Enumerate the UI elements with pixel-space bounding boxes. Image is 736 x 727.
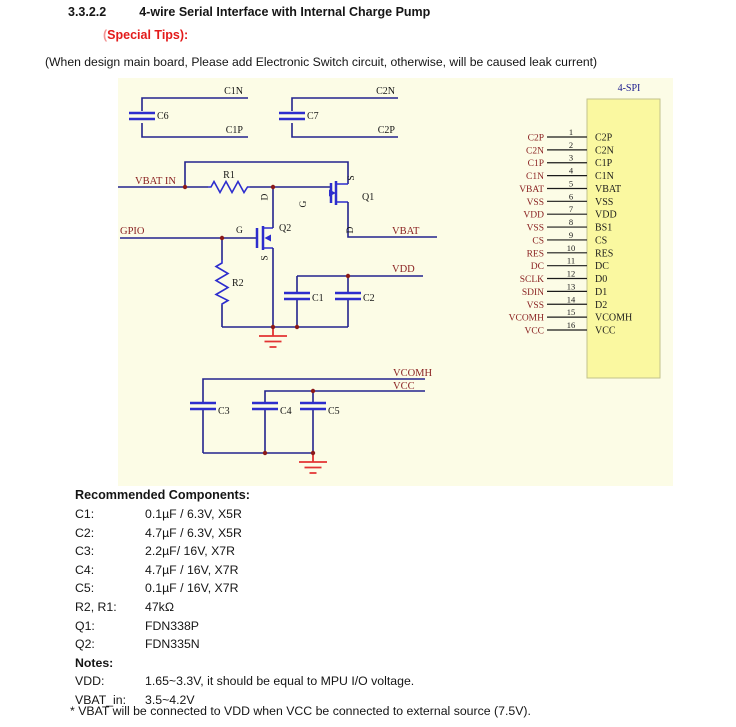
part-label-q2: Q2 xyxy=(279,223,292,234)
q1-gate-label: G xyxy=(299,200,309,208)
pin-number: 8 xyxy=(568,217,574,228)
part-label-r1: R1 xyxy=(223,170,235,181)
pin-right-label: C1N xyxy=(595,171,614,183)
note-value: 1.65~3.3V, it should be equal to MPU I/O voltage. xyxy=(145,674,415,689)
pin-right-label: D2 xyxy=(595,299,608,311)
pin-left-label: CS xyxy=(532,236,544,247)
pin-left-label: VCC xyxy=(524,326,544,337)
component-value: FDN335N xyxy=(145,637,200,652)
pin-left-label: RES xyxy=(526,249,544,260)
q2-drain-label: D xyxy=(260,193,271,201)
pin-right-label: VCOMH xyxy=(595,312,633,324)
notes-heading: Notes: xyxy=(75,655,114,670)
component-value: 0.1µF / 16V, X7R xyxy=(145,581,239,596)
gpio-switch-group xyxy=(120,187,291,327)
note-label: VBAT_in: xyxy=(75,692,127,707)
note-value: 3.5~4.2V xyxy=(145,692,195,707)
pin-right-label: VSS xyxy=(595,196,614,208)
schematic-svg xyxy=(118,78,673,486)
component-value: 2.2µF/ 16V, X7R xyxy=(145,544,236,559)
component-value: 47kΩ xyxy=(145,599,175,614)
net-label-vcomh: VCOMH xyxy=(393,368,433,379)
pin-right-label: D0 xyxy=(595,274,608,286)
vbat-footnote: * VBAT will be connected to VDD when VCC be connected to external source (7.5V). xyxy=(70,704,531,718)
charge-pump-schematic xyxy=(118,78,673,486)
component-value: 4.7µF / 16V, X7R xyxy=(145,562,239,577)
pin-left-label: VSS xyxy=(526,300,544,311)
component-value: 4.7µF / 6.3V, X5R xyxy=(145,525,242,540)
pin-right-label: D1 xyxy=(595,286,608,298)
net-label-c2n: C2N xyxy=(376,86,395,97)
component-row xyxy=(75,524,414,543)
component-row xyxy=(75,561,414,580)
pin-right-label: CS xyxy=(595,235,608,247)
pin-left-label: C2N xyxy=(526,146,544,157)
section-heading xyxy=(68,5,430,19)
component-ref: C1: xyxy=(75,507,95,521)
pin-number: 7 xyxy=(568,204,574,215)
pin-number: 13 xyxy=(566,281,576,292)
component-row xyxy=(75,505,414,524)
q2-source-label: S xyxy=(260,255,271,261)
note-label: VDD: xyxy=(75,674,105,689)
pin-left-label: SDIN xyxy=(521,287,544,298)
pin-number: 5 xyxy=(568,178,574,189)
component-ref: R2, R1: xyxy=(75,599,117,614)
component-row xyxy=(75,579,414,598)
component-row xyxy=(75,542,414,561)
pin-right-label: C1P xyxy=(595,158,613,170)
special-tips-paren: ( xyxy=(103,28,108,42)
component-ref: Q2: xyxy=(75,637,95,652)
pin-right-label: VDD xyxy=(595,209,617,221)
pin-number: 15 xyxy=(566,307,576,318)
pin-number: 10 xyxy=(566,242,576,253)
pin-right-label: VCC xyxy=(595,325,616,337)
pin-number: 6 xyxy=(568,191,574,202)
part-label-c7: C7 xyxy=(307,111,319,122)
vcomh-vcc-group xyxy=(190,368,433,473)
recommended-components xyxy=(75,486,414,710)
net-label-c1p: C1P xyxy=(225,125,243,136)
pin-right-label: C2N xyxy=(595,145,614,157)
net-label-vcc: VCC xyxy=(393,381,415,392)
pin-left-label: C1N xyxy=(526,172,544,183)
vdd-decoupling-group xyxy=(222,264,423,347)
part-label-c4: C4 xyxy=(280,406,292,417)
components-heading: Recommended Components: xyxy=(75,488,250,502)
q2-gate-label: G xyxy=(236,226,243,236)
component-ref: C2: xyxy=(75,525,95,540)
pin-number: 2 xyxy=(568,139,574,150)
pin-right-label: C2P xyxy=(595,132,613,144)
pin-number: 16 xyxy=(566,320,576,331)
component-value: 0.1µF / 6.3V, X5R xyxy=(145,507,242,521)
ground-symbol xyxy=(259,327,287,347)
part-label-r2: R2 xyxy=(232,278,244,289)
component-ref: Q1: xyxy=(75,618,95,633)
pin-right-label: VBAT xyxy=(595,183,622,195)
pin-left-label: VBAT xyxy=(519,184,544,195)
net-label-gpio: GPIO xyxy=(120,226,145,237)
part-label-c1: C1 xyxy=(312,293,324,304)
pin-number: 12 xyxy=(566,268,576,279)
component-row xyxy=(75,635,414,654)
component-ref: C5: xyxy=(75,581,95,596)
pin-right-label: RES xyxy=(595,248,614,260)
special-tips-text: Special Tips): xyxy=(107,28,189,42)
component-row xyxy=(75,598,414,617)
pin-number: 9 xyxy=(568,229,574,240)
net-label-c2p: C2P xyxy=(377,125,395,136)
special-tips xyxy=(103,28,188,42)
pin-left-label: VDD xyxy=(523,210,544,221)
pin-left-label: VSS xyxy=(526,223,544,234)
net-label-vdd: VDD xyxy=(392,264,415,275)
component-ref: C4: xyxy=(75,562,95,577)
pin-left-label: C2P xyxy=(527,133,544,144)
q1-source-label: S xyxy=(347,175,357,181)
pin-left-label: VCOMH xyxy=(508,313,544,324)
net-label-vbat: VBAT xyxy=(392,226,420,237)
component-row xyxy=(75,617,414,636)
component-ref: C3: xyxy=(75,544,95,559)
note-row xyxy=(75,672,414,691)
pin-number: 1 xyxy=(568,127,574,137)
section-number: 3.3.2.2 xyxy=(68,5,107,19)
pin-number: 3 xyxy=(568,152,574,163)
pin-left-label: C1P xyxy=(527,159,544,170)
part-label-c2: C2 xyxy=(363,293,375,304)
cap-c6-group xyxy=(129,86,248,137)
part-label-q1: Q1 xyxy=(362,192,375,203)
part-label-c6: C6 xyxy=(157,111,169,122)
pin-right-label: BS1 xyxy=(595,222,613,234)
pin-right-label: DC xyxy=(595,261,609,273)
pin-number: 4 xyxy=(568,165,574,176)
part-label-c3: C3 xyxy=(218,406,230,417)
connector-title: 4-SPI xyxy=(617,83,641,94)
vbat-switch-group xyxy=(118,162,437,237)
cap-c7-group xyxy=(279,86,398,137)
part-label-c5: C5 xyxy=(328,406,340,417)
pin-left-label: DC xyxy=(530,262,544,273)
section-title: 4-wire Serial Interface with Internal Charge Pump xyxy=(139,5,431,19)
net-label-c1n: C1N xyxy=(224,86,243,97)
component-value: FDN338P xyxy=(145,618,199,633)
pin-number: 11 xyxy=(566,255,576,266)
notes-heading-row xyxy=(75,654,414,673)
design-warning-text: (When design main board, Please add Electronic Switch circuit, otherwise, will be caused leak current) xyxy=(45,55,598,69)
junction-dots xyxy=(183,185,350,455)
q1-drain-label: D xyxy=(346,226,356,234)
pin-number: 14 xyxy=(566,294,576,305)
ground-symbol xyxy=(299,453,327,473)
pin-left-label: VSS xyxy=(526,197,544,208)
net-label-vbat-in: VBAT IN xyxy=(135,176,176,187)
pin-left-label: SCLK xyxy=(519,275,544,286)
